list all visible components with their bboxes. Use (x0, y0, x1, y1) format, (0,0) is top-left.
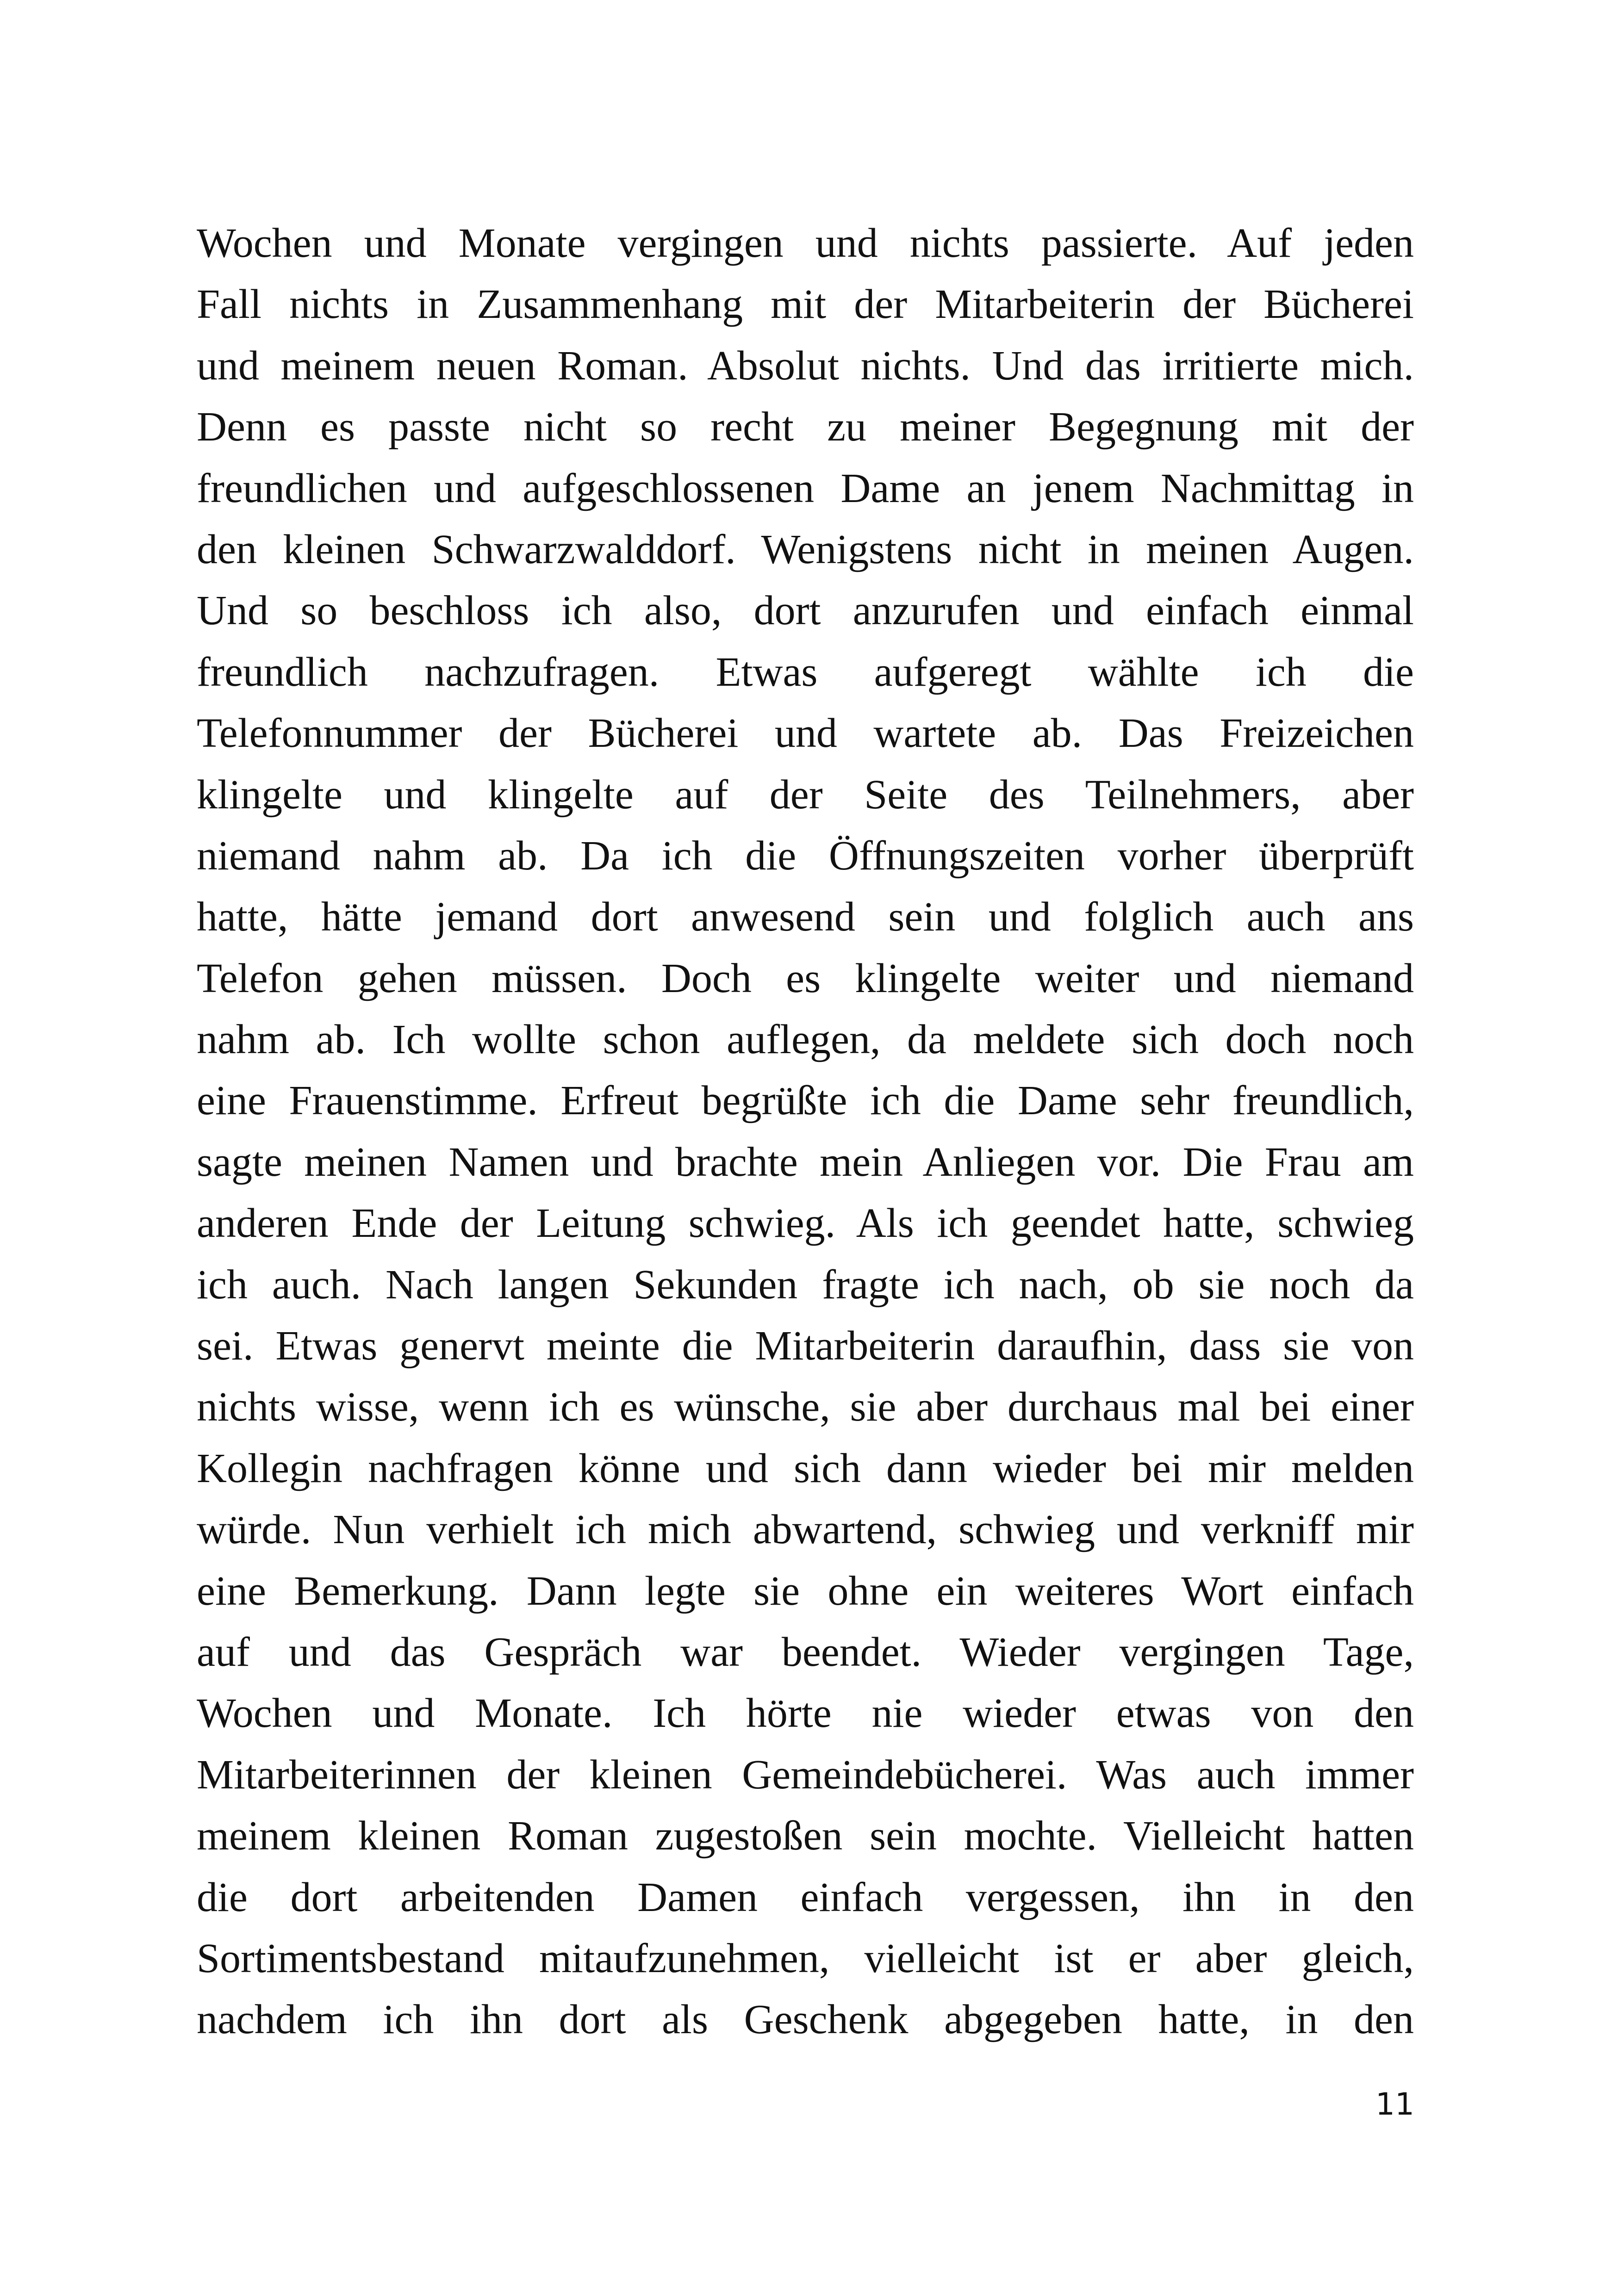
text-line: sagte meinen Namen und brachte mein Anliegen vor. Die Frau am (197, 1139, 1414, 1185)
text-line: eine Frauenstimme. Erfreut begrüßte ich die Dame sehr freundlich, (197, 1078, 1414, 1124)
text-line: Mitarbeiterinnen der kleinen Gemeindebücherei. Was auch immer (197, 1751, 1414, 1798)
text-line: hatte, hätte jemand dort anwesend sein und folglich auch ans (197, 894, 1414, 940)
text-line: klingelte und klingelte auf der Seite des Teilnehmers, aber (197, 771, 1414, 818)
text-line: nichts wisse, wenn ich es wünsche, sie aber durchaus mal bei einer (197, 1384, 1414, 1430)
text-line: Sortimentsbestand mitaufzunehmen, vielleicht ist er aber gleich, (197, 1935, 1414, 1981)
text-line: freundlichen und aufgeschlossenen Dame an jenem Nachmittag in (197, 465, 1414, 511)
text-line: niemand nahm ab. Da ich die Öffnungszeiten vorher überprüft (197, 832, 1414, 879)
text-line: meinem kleinen Roman zugestoßen sein mochte. Vielleicht hatten (197, 1813, 1414, 1859)
text-line: Kollegin nachfragen könne und sich dann wieder bei mir melden (197, 1445, 1414, 1491)
text-line: ich auch. Nach langen Sekunden fragte ich nach, ob sie noch da (197, 1261, 1414, 1308)
text-line: nachdem ich ihn dort als Geschenk abgegeben hatte, in den (197, 1997, 1414, 2043)
page-number: 11 (1375, 2086, 1414, 2122)
text-line: und meinem neuen Roman. Absolut nichts. Und das irritierte mich. (197, 342, 1414, 389)
text-line: Wochen und Monate vergingen und nichts passierte. Auf jeden (197, 220, 1414, 266)
text-line: die dort arbeitenden Damen einfach vergessen, ihn in den (197, 1874, 1414, 1920)
text-line: Wochen und Monate. Ich hörte nie wieder etwas von den (197, 1690, 1414, 1737)
text-line: Telefonnummer der Bücherei und wartete ab. Das Freizeichen (197, 710, 1414, 757)
text-line: anderen Ende der Leitung schwieg. Als ich geendet hatte, schwieg (197, 1200, 1414, 1247)
text-line: Telefon gehen müssen. Doch es klingelte weiter und niemand (197, 955, 1414, 1001)
text-line: auf und das Gespräch war beendet. Wieder vergingen Tage, (197, 1629, 1414, 1675)
text-line: den kleinen Schwarzwalddorf. Wenigstens nicht in meinen Augen. (197, 526, 1414, 572)
text-line: Denn es passte nicht so recht zu meiner Begegnung mit der (197, 404, 1414, 450)
text-line: Und so beschloss ich also, dort anzurufen und einfach einmal (197, 588, 1414, 634)
text-line: freundlich nachzufragen. Etwas aufgeregt wählte ich die (197, 649, 1414, 695)
text-line: nahm ab. Ich wollte schon auflegen, da meldete sich doch noch (197, 1017, 1414, 1063)
text-line: sei. Etwas genervt meinte die Mitarbeiterin daraufhin, dass sie von (197, 1323, 1414, 1369)
body-text (197, 213, 1414, 2051)
text-line: würde. Nun verhielt ich mich abwartend, schwieg und verkniff mir (197, 1507, 1414, 1553)
text-line: Fall nichts in Zusammenhang mit der Mitarbeiterin der Bücherei (197, 281, 1414, 328)
text-line: eine Bemerkung. Dann legte sie ohne ein weiteres Wort einfach (197, 1568, 1414, 1614)
